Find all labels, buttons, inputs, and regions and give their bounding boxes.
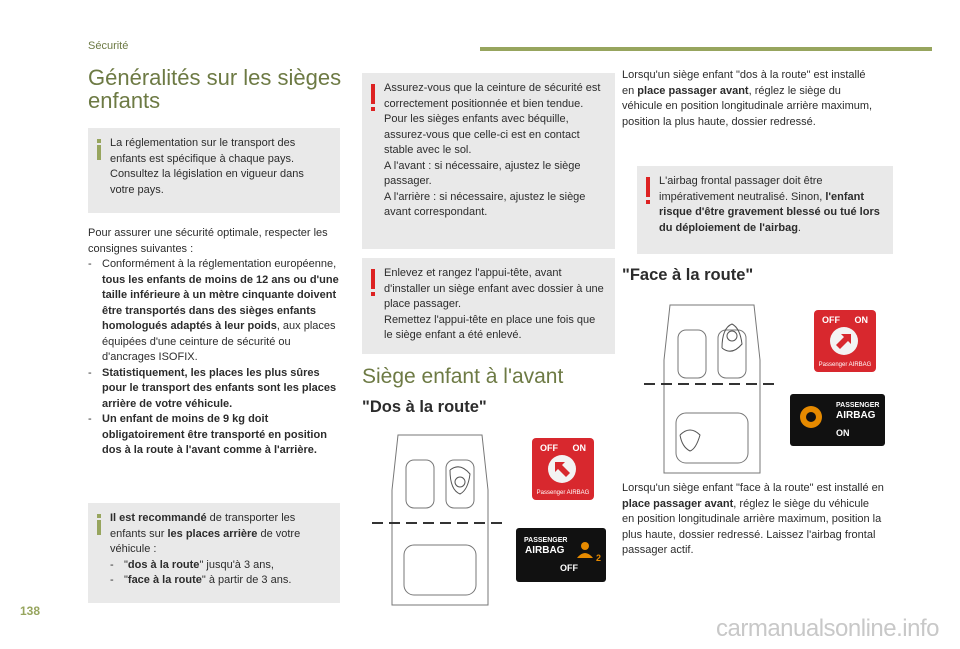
arrow-up-right-icon xyxy=(832,329,856,353)
dash: - xyxy=(110,574,114,586)
text-bold: dos à la route xyxy=(127,558,200,571)
text-bold: face à la route xyxy=(127,574,202,586)
intro-text: Pour assurer une sécurité optimale, respecter les consignes suivantes : xyxy=(88,227,328,255)
rear-facing-instructions xyxy=(622,68,880,130)
panel-label: AIRBAG xyxy=(525,545,565,556)
airbag-switch-badge-on xyxy=(814,310,876,372)
text: Lorsqu'un siège enfant "face à la route" est installé en xyxy=(622,482,884,494)
section-label: Sécurité xyxy=(88,40,129,52)
car-illustration-forward-facing xyxy=(652,300,772,478)
warning-text: Assurez-vous que la ceinture de sécurité est correctement positionnée et bien tendue. xyxy=(384,82,601,110)
list-item xyxy=(88,257,344,366)
child-seat-warning-icon xyxy=(574,538,596,560)
page-number: 138 xyxy=(20,604,41,618)
info-icon xyxy=(97,145,101,160)
info-box-recommendation xyxy=(88,503,340,603)
list-text-bold: Statistiquement, les places les plus sûres pour le transport des enfants sont les places arrière de votre véhicule. xyxy=(102,366,337,410)
warning-text: A l'arrière : si nécessaire, ajustez le siège avant correspondant. xyxy=(384,190,586,218)
text: , réglez le siège du véhicule en position longitudinale arrière maximum, position la plus haute, dossier redressé. xyxy=(622,84,873,128)
text-bold: Il est recommandé xyxy=(110,512,207,524)
warning-icon xyxy=(646,177,650,197)
list-item xyxy=(88,412,344,459)
warning-text: L'airbag frontal passager doit être impérativement neutralisé. Sinon, xyxy=(659,175,826,203)
badge-ring-text: Passenger AIRBAG xyxy=(536,490,590,496)
text: Lorsqu'un siège enfant "dos à la route" est installé en xyxy=(622,69,866,97)
warning-box-headrest xyxy=(362,258,615,354)
dash: - xyxy=(88,366,92,379)
arrow-up-left-icon xyxy=(550,457,574,481)
list-item xyxy=(88,366,344,413)
text-bold: les places arrière xyxy=(167,527,258,540)
list-item xyxy=(110,573,330,589)
info-text: La réglementation sur le transport des enfants est spécifique à chaque pays. Consultez la législation en vigueur dans votre pays. xyxy=(110,137,304,196)
watermark: carmanualsonline.info xyxy=(716,615,939,642)
list-text-bold: Un enfant de moins de 9 kg doit obligatoirement être transporté en position dos à la route à l'avant comme à l'arrière. xyxy=(102,413,327,456)
safety-instructions xyxy=(88,226,344,459)
text-bold: place passager avant xyxy=(637,84,749,97)
quote-mark: " xyxy=(124,558,128,571)
text: de transporter les enfants sur xyxy=(110,512,296,540)
badge-off-label: OFF xyxy=(540,443,558,453)
panel-label: AIRBAG xyxy=(836,410,876,421)
airbag-status-panel-off xyxy=(516,528,606,582)
info-box-regulation xyxy=(88,128,340,213)
dash: - xyxy=(110,558,114,571)
car-illustration-rear-facing xyxy=(380,430,500,610)
warning-icon xyxy=(371,84,375,104)
info-icon xyxy=(97,520,101,535)
quote-mark: " xyxy=(124,574,128,586)
list-item xyxy=(110,558,330,574)
text: , réglez le siège du véhicule en position longitudinale arrière maximum, position la plus haute, dossier redressé. Laissez l'airbag frontal passager actif. xyxy=(622,497,882,556)
panel-label: PASSENGER xyxy=(836,402,880,409)
dashed-line xyxy=(372,522,502,524)
section-bar xyxy=(480,47,932,51)
panel-state-off: OFF xyxy=(560,563,578,573)
dashed-line xyxy=(644,383,776,385)
dash: - xyxy=(88,413,92,425)
warning-box-seatbelt xyxy=(362,73,615,249)
panel-label: PASSENGER xyxy=(524,537,568,544)
warning-text: Pour les sièges enfants avec béquille, assurez-vous que celle-ci est en contact stable avec le sol. xyxy=(384,113,580,156)
list-text: , aux places équipées d'une ceinture de sécurité ou d'ancrages ISOFIX. xyxy=(102,320,336,363)
forward-facing-heading: "Face à la route" xyxy=(622,266,754,284)
warning-text: Remettez l'appui-tête en place une fois que le siège enfant a été enlevé. xyxy=(384,313,596,341)
warning-box-airbag xyxy=(637,166,893,254)
airbag-status-panel-on xyxy=(790,394,885,446)
text: " jusqu'à 3 ans, xyxy=(199,558,274,571)
dash: - xyxy=(88,258,92,270)
panel-number: 2 xyxy=(596,553,602,563)
badge-on-label: ON xyxy=(854,315,868,325)
page-title: Généralités sur les sièges enfants xyxy=(88,65,342,113)
warning-text: Enlevez et rangez l'appui-tête, avant d'installer un siège enfant avec dossier à une place passager. xyxy=(384,267,604,310)
airbag-deploy-icon xyxy=(798,404,824,430)
text: de votre véhicule : xyxy=(110,527,301,555)
badge-ring-text: Passenger AIRBAG xyxy=(818,362,872,368)
badge-on-label: ON xyxy=(572,443,586,453)
section-subtitle: Siège enfant à l'avant xyxy=(362,365,564,388)
text: " à partir de 3 ans. xyxy=(201,574,292,586)
warning-text-bold: l'enfant risque d'être gravement blessé ou tué lors du déploiement de l'airbag xyxy=(659,190,880,234)
list-text-bold: tous les enfants de moins de 12 ans ou d'une taille inférieure à un mètre cinquante doivent être transportés dans des sièges enfants homologués adaptés à leur poids xyxy=(102,273,339,332)
rear-facing-heading: "Dos à la route" xyxy=(362,398,487,416)
forward-facing-instructions xyxy=(622,481,884,559)
list-text: Conformément à la réglementation européenne, xyxy=(102,258,337,270)
warning-icon xyxy=(371,269,375,289)
warning-text: A l'avant : si nécessaire, ajustez le siège passager. xyxy=(384,159,581,187)
badge-off-label: OFF xyxy=(822,315,840,325)
airbag-switch-badge-off xyxy=(532,438,594,500)
panel-state-on: ON xyxy=(836,428,850,438)
warning-text: . xyxy=(797,221,801,234)
text-bold: place passager avant xyxy=(622,497,734,510)
